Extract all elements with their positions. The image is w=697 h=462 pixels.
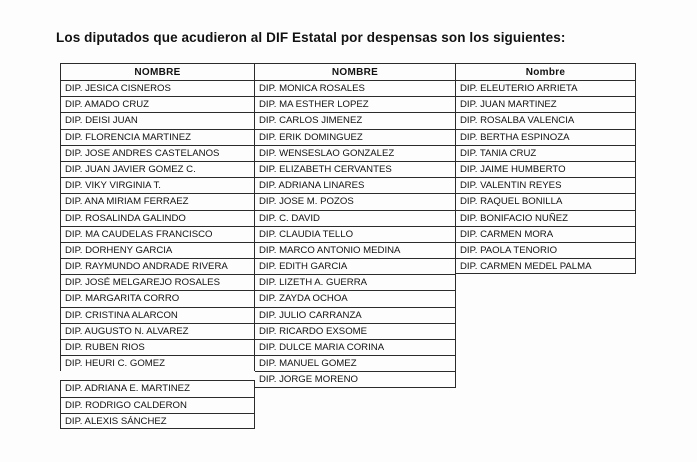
table-row: DIP. PAOLA TENORIO xyxy=(456,242,636,258)
table-row: DIP. MARCO ANTONIO MEDINA xyxy=(255,242,456,258)
table-row: DIP. JAIME HUMBERTO xyxy=(456,161,636,177)
column-header: NOMBRE xyxy=(60,63,255,80)
table-row: DIP. RODRIGO CALDERON xyxy=(60,397,255,413)
table-row: DIP. JOSE M. POZOS xyxy=(255,193,456,209)
table-row: DIP. RAQUEL BONILLA xyxy=(456,193,636,209)
table-row: DIP. DULCE MARIA CORINA xyxy=(255,339,456,355)
table-row: DIP. JUAN JAVIER GOMEZ C. xyxy=(60,161,255,177)
table-row: DIP. RUBEN RIOS xyxy=(60,339,255,355)
table-row: DIP. ZAYDA OCHOA xyxy=(255,290,456,306)
column-header: NOMBRE xyxy=(255,63,456,80)
table-row: DIP. AMADO CRUZ xyxy=(60,96,255,112)
table-row: DIP. JOSÉ MELGAREJO ROSALES xyxy=(60,274,255,290)
table-row: DIP. MANUEL GOMEZ xyxy=(255,355,456,371)
table-row: DIP. HEURI C. GOMEZ xyxy=(60,355,255,371)
table-row: DIP. ROSALBA VALENCIA xyxy=(456,112,636,128)
table-row: DIP. JULIO CARRANZA xyxy=(255,307,456,323)
table-row: DIP. ELEUTERIO ARRIETA xyxy=(456,80,636,96)
table-row: DIP. C. DAVID xyxy=(255,210,456,226)
table-row: DIP. BONIFACIO NUÑEZ xyxy=(456,210,636,226)
table-row: DIP. FLORENCIA MARTINEZ xyxy=(60,129,255,145)
table-row: DIP. CLAUDIA TELLO xyxy=(255,226,456,242)
table-row: DIP. ADRIANA E. MARTINEZ xyxy=(60,380,255,396)
deputies-table xyxy=(60,63,636,429)
table-row: DIP. ERIK DOMINGUEZ xyxy=(255,129,456,145)
table-row: DIP. ALEXIS SÁNCHEZ xyxy=(60,413,255,429)
table-row: DIP. JESICA CISNEROS xyxy=(60,80,255,96)
table-row: DIP. ADRIANA LINARES xyxy=(255,177,456,193)
table-row: DIP. ANA MIRIAM FERRAEZ xyxy=(60,193,255,209)
table-row: DIP. CRISTINA ALARCON xyxy=(60,307,255,323)
table-row: DIP. TANIA CRUZ xyxy=(456,145,636,161)
table-group-2 xyxy=(60,380,255,429)
table-row: DIP. DORHENY GARCIA xyxy=(60,242,255,258)
table-row: DIP. EDITH GARCIA xyxy=(255,258,456,274)
page-title: Los diputados que acudieron al DIF Estatal por despensas son los siguientes: xyxy=(56,30,566,45)
table-column-2 xyxy=(255,63,456,388)
table-row: DIP. RICARDO EXSOME xyxy=(255,323,456,339)
table-row: DIP. MARGARITA CORRO xyxy=(60,290,255,306)
table-row: DIP. ELIZABETH CERVANTES xyxy=(255,161,456,177)
table-row: DIP. AUGUSTO N. ALVAREZ xyxy=(60,323,255,339)
table-row: DIP. ROSALINDA GALINDO xyxy=(60,210,255,226)
table-row: DIP. JOSE ANDRES CASTELANOS xyxy=(60,145,255,161)
table-row: DIP. RAYMUNDO ANDRADE RIVERA xyxy=(60,258,255,274)
table-row: DIP. MA ESTHER LOPEZ xyxy=(255,96,456,112)
table-column-3 xyxy=(456,63,636,274)
table-row: DIP. BERTHA ESPINOZA xyxy=(456,129,636,145)
table-group-gap xyxy=(60,371,255,380)
table-row: DIP. DEISI JUAN xyxy=(60,112,255,128)
table-row: DIP. CARMEN MORA xyxy=(456,226,636,242)
table-row: DIP. VIKY VIRGINIA T. xyxy=(60,177,255,193)
table-row: DIP. MONICA ROSALES xyxy=(255,80,456,96)
table-row: DIP. LIZETH A. GUERRA xyxy=(255,274,456,290)
column-header: Nombre xyxy=(456,63,636,80)
table-row: DIP. WENSESLAO GONZALEZ xyxy=(255,145,456,161)
table-row: DIP. CARMEN MEDEL PALMA xyxy=(456,258,636,274)
table-column-1 xyxy=(60,63,255,429)
table-row: DIP. CARLOS JIMENEZ xyxy=(255,112,456,128)
table-row: DIP. JUAN MARTINEZ xyxy=(456,96,636,112)
table-row: DIP. VALENTIN REYES xyxy=(456,177,636,193)
table-row: DIP. MA CAUDELAS FRANCISCO xyxy=(60,226,255,242)
table-row: DIP. JORGE MORENO xyxy=(255,371,456,387)
